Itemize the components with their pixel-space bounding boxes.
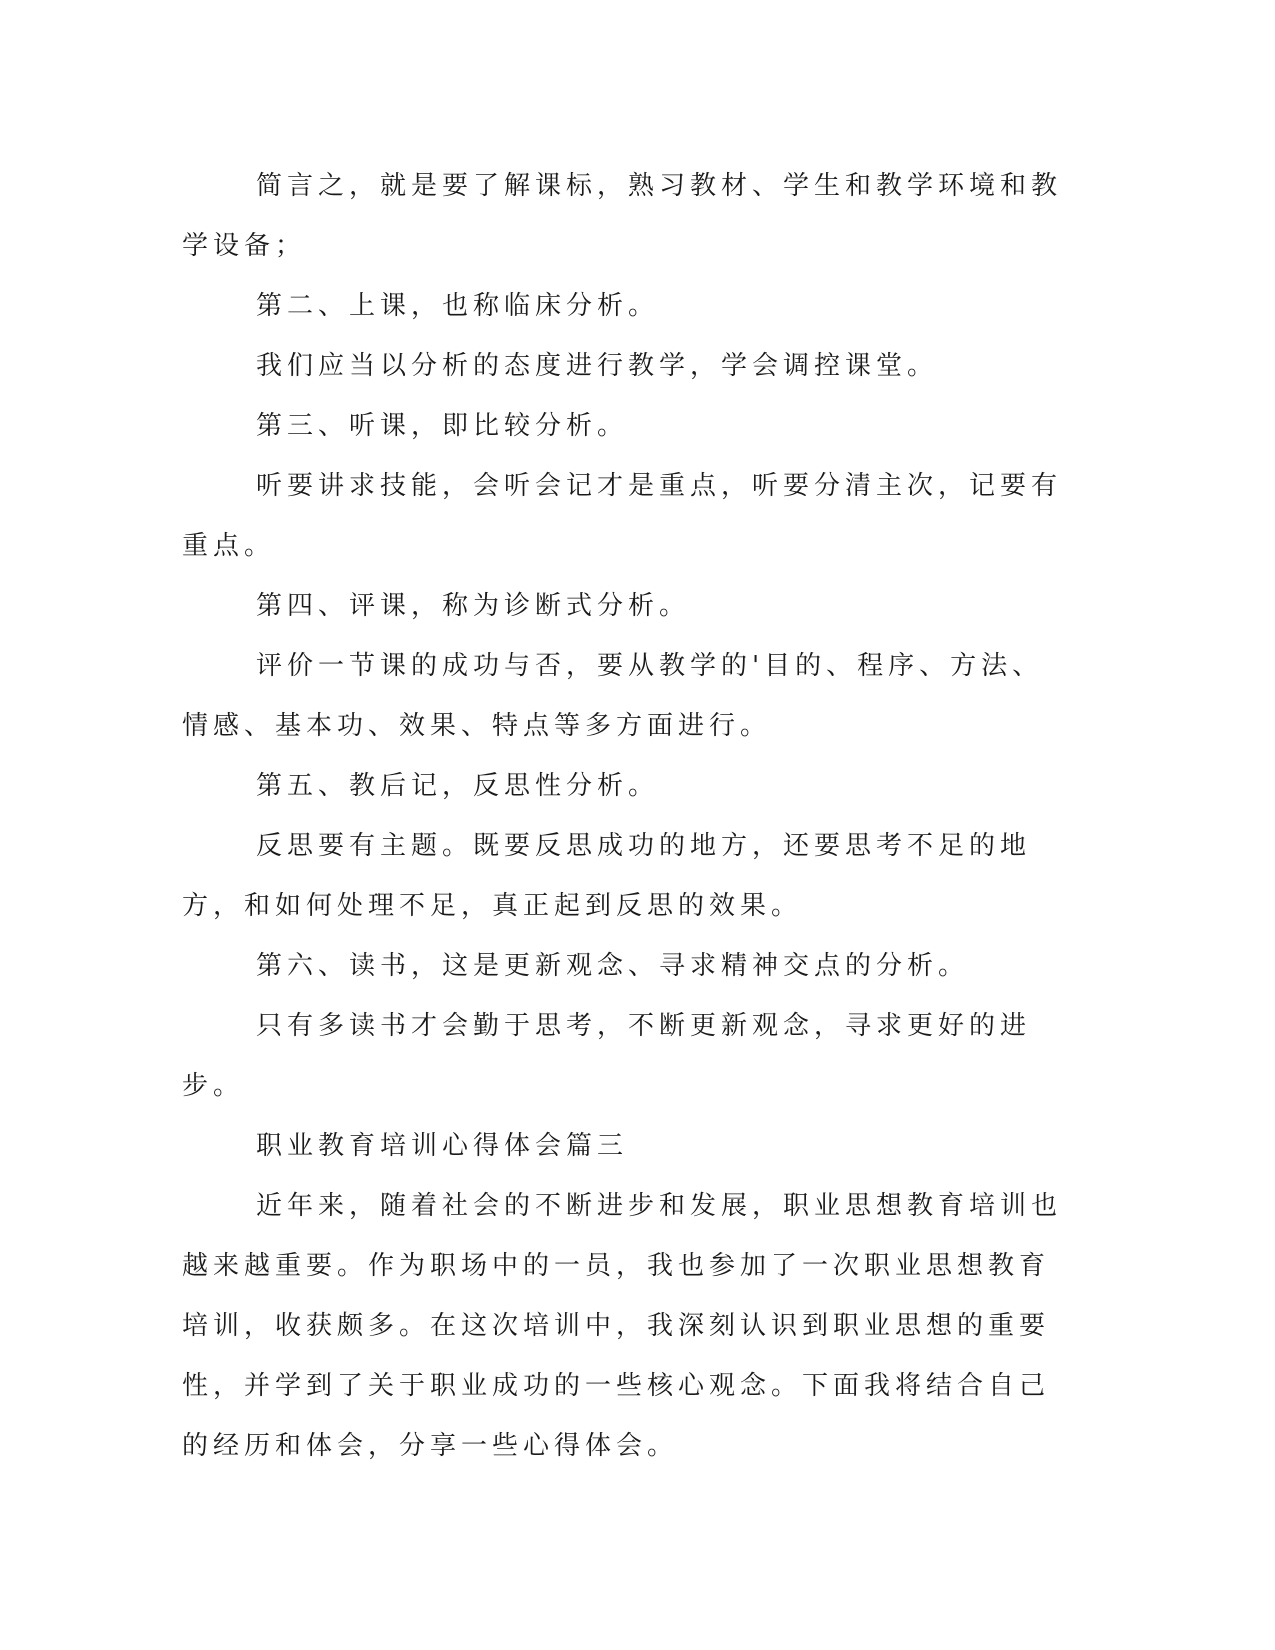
section-title: 职业教育培训心得体会篇三	[256, 1131, 629, 1161]
paragraph-summary: 简言之，就是要了解课标，熟习教材、学生和教学环境和教学设备；	[182, 171, 1063, 261]
paragraph-step-two-heading: 第二、上课，也称临床分析。	[256, 291, 660, 321]
paragraph-step-five-body: 反思要有主题。既要反思成功的地方，还要思考不足的地方，和如何处理不足，真正起到反思的效果。	[182, 831, 1032, 921]
paragraph-step-six-heading: 第六、读书，这是更新观念、寻求精神交点的分析。	[256, 951, 970, 981]
paragraph-section-intro: 近年来，随着社会的不断进步和发展，职业思想教育培训也越来越重要。作为职场中的一员，我也参加了一次职业思想教育培训，收获颇多。在这次培训中，我深刻认识到职业思想的重要性，并学到了关于职业成功的一些核心观念。下面我将结合自己的经历和体会，分享一些心得体会。	[182, 1191, 1063, 1461]
document-body	[182, 156, 1062, 1476]
paragraph-step-six-body: 只有多读书才会勤于思考，不断更新观念，寻求更好的进步。	[182, 1011, 1032, 1101]
paragraph-step-four-body: 评价一节课的成功与否，要从教学的'目的、程序、方法、情感、基本功、效果、特点等多方面进行。	[182, 651, 1044, 741]
paragraph-step-three-body: 听要讲求技能，会听会记才是重点，听要分清主次，记要有重点。	[182, 471, 1063, 561]
paragraph-step-three-heading: 第三、听课，即比较分析。	[256, 411, 629, 441]
paragraph-step-five-heading: 第五、教后记，反思性分析。	[256, 771, 660, 801]
paragraph-step-two-body: 我们应当以分析的态度进行教学，学会调控课堂。	[256, 351, 939, 381]
paragraph-step-four-heading: 第四、评课，称为诊断式分析。	[256, 591, 691, 621]
